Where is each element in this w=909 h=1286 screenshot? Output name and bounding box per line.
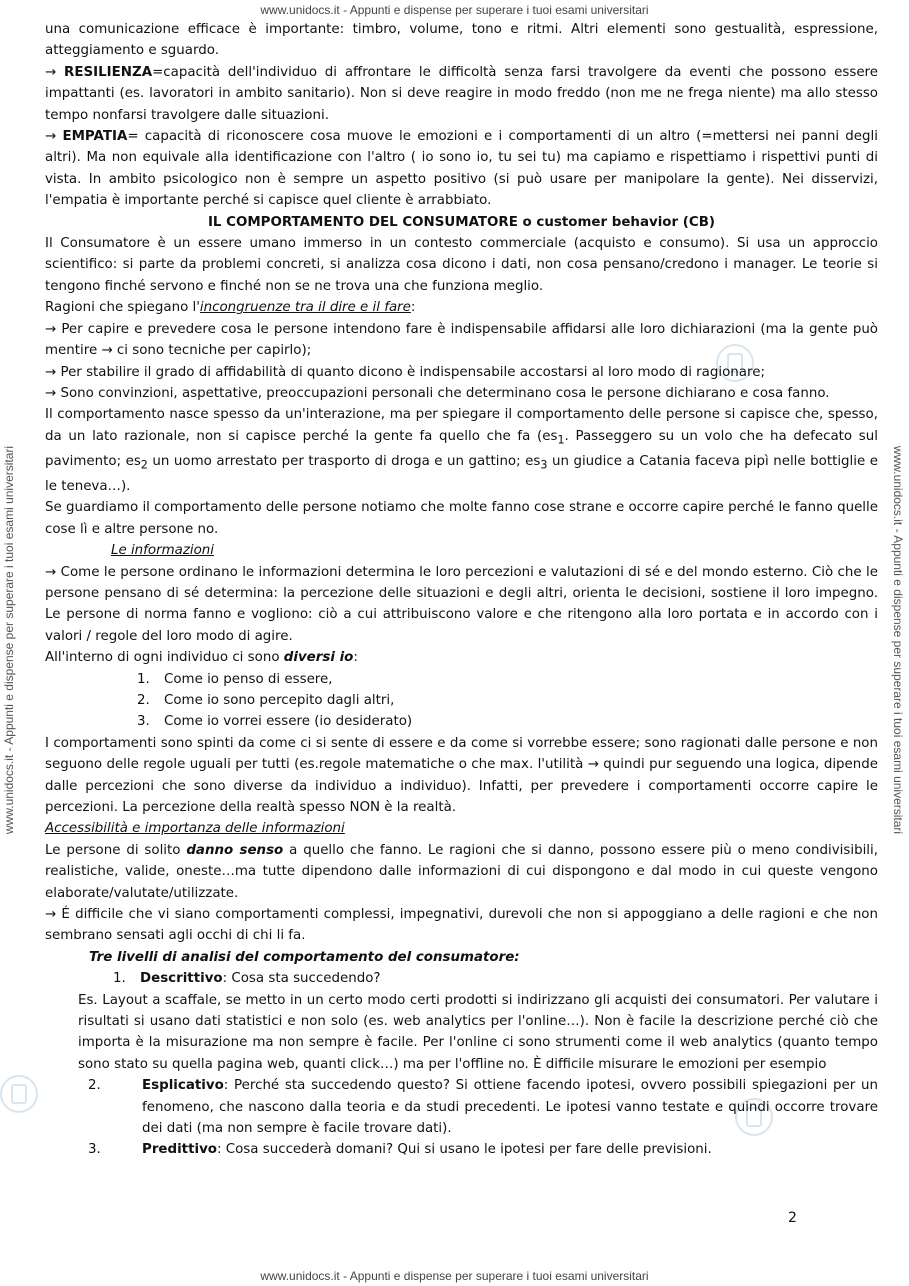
- list-number: 1.: [113, 971, 126, 987]
- text-run: . Passeggero su un volo che ha defecato sul pavimento; es: [45, 428, 878, 469]
- diversi-io-line: [45, 647, 878, 668]
- subscript: 2: [140, 458, 148, 472]
- subheading-informazioni: [45, 540, 878, 561]
- arrow-glyph: →: [45, 129, 63, 145]
- livello-text: : Cosa sta succedendo?: [222, 971, 381, 987]
- empatia-paragraph: [45, 126, 878, 212]
- livello-item: [45, 1075, 878, 1139]
- text-run: Le persone di solito: [45, 842, 187, 858]
- livello-item: [45, 1139, 878, 1160]
- bullet-item: → Sono convinzioni, aspettative, preoccupazioni personali che determinano cosa le persone dichiarano e cosa fanno.: [45, 385, 830, 401]
- paragraph-informazioni: → Come le persone ordinano le informazioni determina le loro percezioni e valutazioni di sé e del mondo esterno. Ciò che le persone pensano di sé determina: la percezione delle situazioni e degli altri, orienta le decisioni, sostiene il loro impegno. Le persone di norma fanno e vogliono: ciò a cui attribuiscono valore e che ritengono alla loro portata e in accordo con i valori / regole del loro modo di agire.: [45, 564, 878, 644]
- resilienza-paragraph: [45, 62, 878, 126]
- definition-text: = capacità di riconoscere cosa muove le emozioni e i comportamenti di un altro (=mettersi nei panni degli altri). Ma non equivale alla identificazione con l'altro ( io sono io, tu sei tu) ma capiamo e rispettiamo i rispettivi punti di vista. In ambito psicologico non è sempre un aspetto positivo (si può usare per manipolare la gente). Nei disservizi, l'empatia è importante perché si capisce quel cliente è arrabbiato.: [45, 129, 878, 209]
- text-run: All'interno di ogni individuo ci sono: [45, 650, 284, 666]
- io-list: [45, 669, 878, 733]
- livello-body: Es. Layout a scaffale, se metto in un certo modo certi prodotti si indirizzano gli acquisti dei consumatori. Per valutare i risultati si usano dati statistici e non solo (es. web analytics per l'online…). Non è facile la descrizione perché ciò che importa è la misurazione ma non sempre è facile. Per l'online ci sono strumenti come il web analytics (quanto tempo sono stato su quella pagina web, quanti click…) ma per l'offline no. È difficile misurare le emozioni per esempio: [78, 992, 878, 1072]
- paragraph-senso: [45, 840, 878, 904]
- livello-term: Predittivo: [142, 1142, 217, 1158]
- text-run: Il comportamento nasce spesso da un'interazione, ma per spiegare il comportamento delle persone si capisce che, spesso, da un lato razionale, non si capisce perché la gente fa quello che fa (es: [45, 407, 878, 444]
- ragioni-lead: Ragioni che spiegano l': [45, 300, 200, 316]
- list-number: 2.: [137, 692, 150, 708]
- section-heading: IL COMPORTAMENTO DEL CONSUMATORE o customer behavior (CB): [207, 214, 716, 230]
- text-run: un uomo arrestato per trasporto di droga e un gattino; es: [147, 453, 541, 469]
- paragraph-percezioni: I comportamenti sono spinti da come ci si sente di essere e da come si vorrebbe essere; sono ragionati dalle persone e non seguono delle regole uguali per tutti (es.regole matematiche o che max. l'utilità → quindi pur seguendo una logica, dipende dalle percezioni che sono diverse da individuo a individuo). Infatti, per prevedere i comportamenti occorre capire le percezioni. La percezione della realtà spesso NON è la realtà.: [45, 735, 878, 815]
- list-number: 3.: [88, 1142, 101, 1158]
- text-run: un giudice a Catania faceva pipì nelle bottiglie e le teneva…).: [45, 453, 878, 494]
- list-number: 3.: [137, 714, 150, 730]
- text-run: :: [353, 650, 358, 666]
- paragraph-intro: una comunicazione efficace è importante: timbro, volume, tono e ritmi. Altri elementi sono gestualità, espressione, atteggiamento e sguardo.: [45, 22, 878, 59]
- watermark-right: www.unidocs.it - Appunti e dispense per superare i tuoi esami universitari: [891, 445, 905, 835]
- document-body: [45, 19, 878, 1161]
- list-item: [45, 669, 878, 690]
- definition-text: =capacità dell'individuo di affrontare le difficoltà senza farsi travolgere da eventi che possono essere impattanti (es. lavoratori in ambito sanitario). Non si deve reagire in modo freddo (non me ne frega niente) ma allo stesso tempo nonfarsi travolgere dalle situazioni.: [45, 64, 879, 123]
- watermark-bottom: www.unidocs.it - Appunti e dispense per superare i tuoi esami universitari: [260, 1269, 649, 1283]
- list-item: [45, 690, 878, 711]
- livello-item: [45, 968, 878, 989]
- livello-term: Descrittivo: [140, 971, 223, 987]
- watermark-left: www.unidocs.it - Appunti e dispense per superare i tuoi esami universitari: [2, 445, 16, 835]
- emphasis-text: danno senso: [186, 842, 284, 858]
- list-text: Come io penso di essere,: [164, 671, 333, 687]
- livelli-title: [45, 947, 878, 968]
- watermark-top: www.unidocs.it - Appunti e dispense per superare i tuoi esami universitari: [260, 3, 649, 17]
- list-number: 2.: [88, 1078, 101, 1094]
- livello-text: : Perché sta succedendo questo? Si ottiene facendo ipotesi, ovvero possibili spiegazioni per un fenomeno, che nascono dalla teoria e da studi precedenti. Le ipotesi vanno testate e quindi occorre trovare dei dati (ma non sempre è facile trovare dati).: [142, 1078, 878, 1137]
- emphasis-text: diversi io: [283, 650, 354, 666]
- livello-term: Esplicativo: [142, 1078, 224, 1094]
- list-number: 1.: [137, 671, 150, 687]
- bullet-item: → Per stabilire il grado di affidabilità di quanto dicono è indispensabile accostarsi al loro modo di ragionare;: [45, 364, 765, 380]
- subheading-accessibilita: [45, 818, 878, 839]
- paragraph-comportamento: [45, 404, 878, 497]
- term-empatia: EMPATIA: [62, 129, 128, 145]
- ragioni-trail: :: [410, 300, 416, 316]
- list-text: Come io sono percepito dagli altri,: [164, 692, 395, 708]
- ragioni-line: [45, 297, 878, 318]
- list-text: Come io vorrei essere (io desiderato): [164, 714, 413, 730]
- paragraph-difficile: → É difficile che vi siano comportamenti complessi, impegnativi, durevoli che non si appoggiano a delle ragioni e che non sembrano sensati agli occhi di chi li fa.: [45, 907, 878, 944]
- livello-text: : Cosa succederà domani? Qui si usano le ipotesi per fare delle previsioni.: [217, 1142, 712, 1158]
- list-item: [45, 711, 878, 732]
- ragioni-underlined: incongruenze tra il dire e il fare: [199, 300, 411, 316]
- subscript: 1: [557, 433, 565, 447]
- livelli-title-text: Tre livelli di analisi del comportamento del consumatore:: [89, 949, 520, 965]
- paragraph-consumatore: Il Consumatore è un essere umano immerso in un contesto commerciale (acquisto e consumo). Si usa un approccio scientifico: si parte da problemi concreti, si analizza cosa dicono i dati, non cosa pensano/credono i manager. Le teorie si tengono finché servono e finché non se ne trova una che funziona meglio.: [45, 236, 878, 294]
- page-number: 2: [788, 1210, 797, 1226]
- term-resilienza: RESILIENZA: [64, 64, 153, 80]
- paragraph-strane: Se guardiamo il comportamento delle persone notiamo che molte fanno cose strane e occorre capire perché le fanno quelle cose lì e altre persone no.: [45, 500, 878, 537]
- unidocs-logo-icon: [0, 1075, 38, 1113]
- text-run: a quello che fanno. Le ragioni che si danno, possono essere più o meno condivisibili, realistiche, valide, oneste…ma tutte dipendono dalle informazioni di cui dispongono e dal modo in cui queste vengono elaborate/valutate/utilizzate.: [45, 842, 878, 901]
- arrow-glyph: →: [45, 64, 65, 80]
- subheading-text: Accessibilità e importanza delle informazioni: [45, 821, 345, 837]
- subheading-text: Le informazioni: [111, 543, 214, 559]
- bullet-item: → Per capire e prevedere cosa le persone intendono fare è indispensabile affidarsi alle loro dichiarazioni (ma la gente può mentire → ci sono tecniche per capirlo);: [45, 321, 878, 359]
- subscript: 3: [540, 458, 548, 472]
